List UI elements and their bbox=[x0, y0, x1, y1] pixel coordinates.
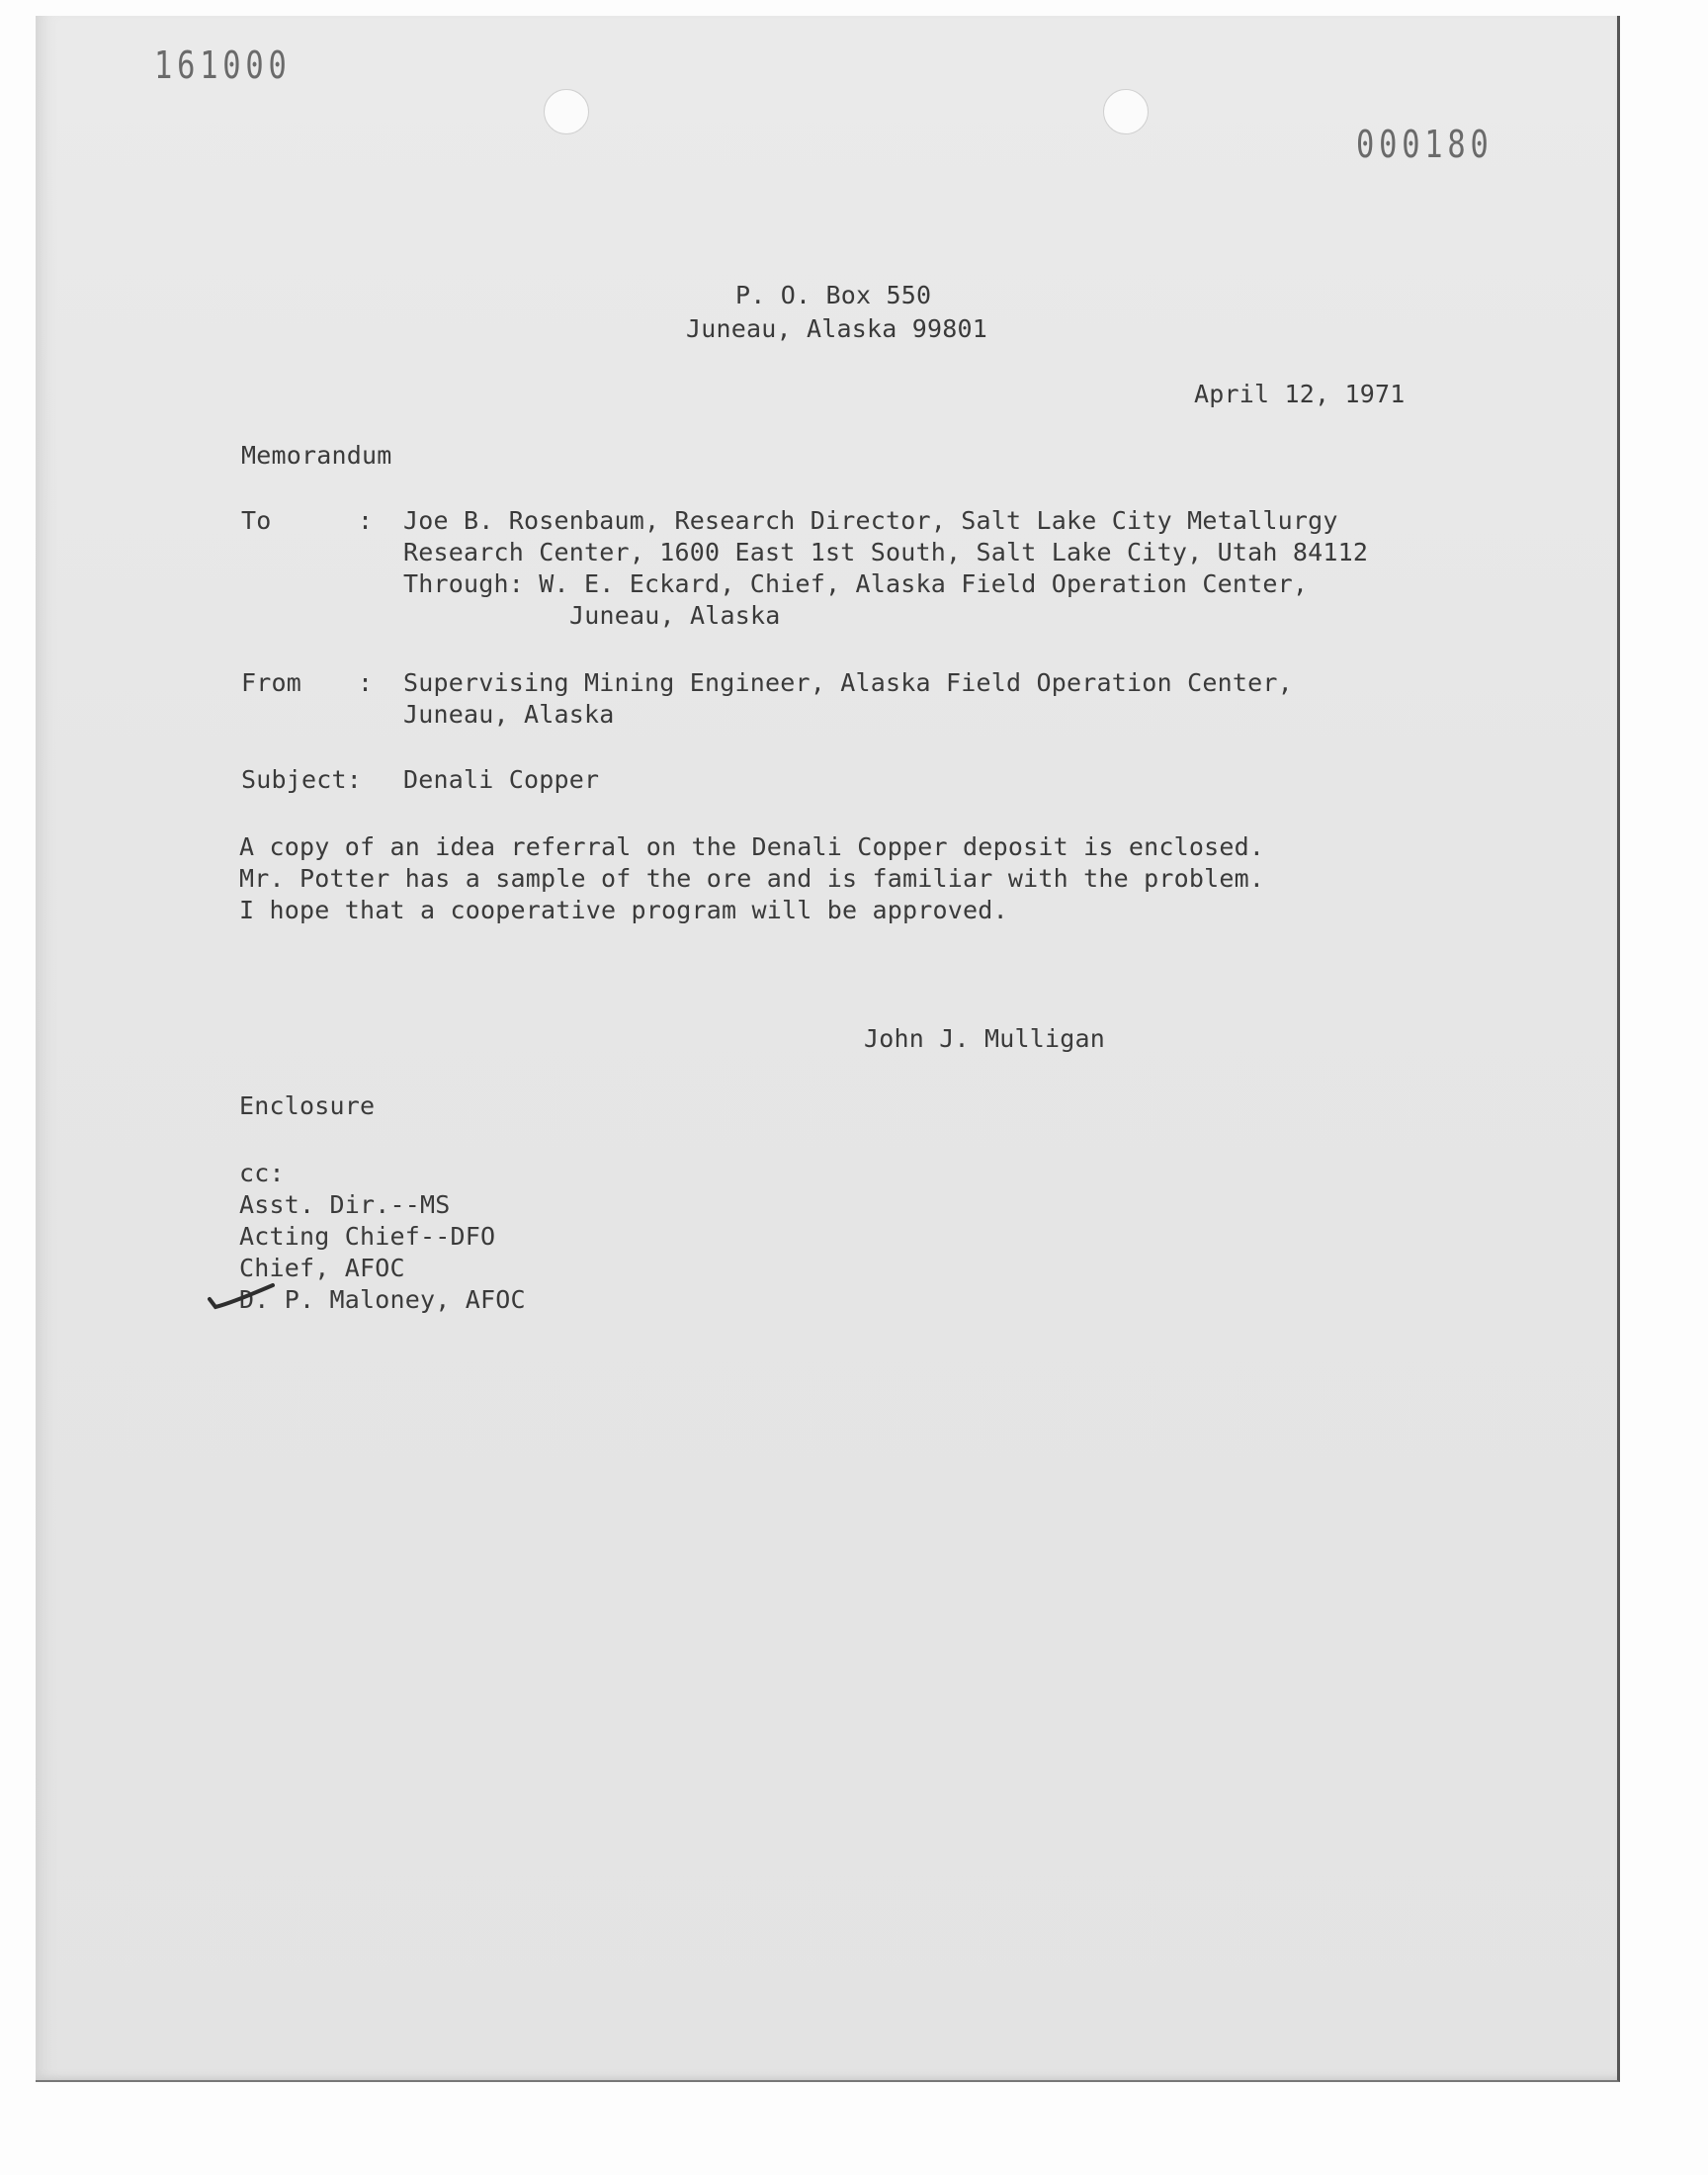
check-mark-icon bbox=[202, 1277, 281, 1317]
body-line-2: Mr. Potter has a sample of the ore and is familiar with the problem. bbox=[239, 864, 1265, 893]
document-number-stamp-right: 000180 bbox=[1356, 123, 1494, 166]
from-line-2: Juneau, Alaska bbox=[403, 700, 615, 729]
address-line-2: Juneau, Alaska 99801 bbox=[686, 314, 988, 343]
subject-value: Denali Copper bbox=[403, 765, 600, 794]
to-colon: : bbox=[358, 506, 374, 535]
enclosure-label: Enclosure bbox=[239, 1091, 376, 1120]
to-line-1: Joe B. Rosenbaum, Research Director, Salt Lake City Metallurgy bbox=[403, 506, 1338, 535]
cc-recipient: D. P. Maloney, AFOC bbox=[239, 1285, 526, 1314]
to-line-2: Research Center, 1600 East 1st South, Salt Lake City, Utah 84112 bbox=[403, 538, 1369, 566]
cc-recipient: Asst. Dir.--MS bbox=[239, 1190, 451, 1219]
from-colon: : bbox=[358, 668, 374, 697]
cc-recipient: Chief, AFOC bbox=[239, 1254, 405, 1282]
body-line-1: A copy of an idea referral on the Denali Copper deposit is enclosed. bbox=[239, 832, 1265, 861]
through-line-2: Juneau, Alaska bbox=[569, 601, 781, 630]
to-label: To bbox=[241, 506, 272, 535]
cc-recipient: Acting Chief--DFO bbox=[239, 1222, 496, 1251]
from-line-1: Supervising Mining Engineer, Alaska Field Operation Center, bbox=[403, 668, 1293, 697]
address-line-1: P. O. Box 550 bbox=[735, 281, 932, 309]
punch-hole-left bbox=[544, 89, 589, 134]
memo-type-label: Memorandum bbox=[241, 441, 392, 470]
subject-label: Subject: bbox=[241, 765, 363, 794]
punch-hole-right bbox=[1103, 89, 1149, 134]
through-line: Through: W. E. Eckard, Chief, Alaska Field Operation Center, bbox=[403, 569, 1309, 598]
memo-date: April 12, 1971 bbox=[1194, 380, 1406, 408]
body-line-3: I hope that a cooperative program will be approved. bbox=[239, 896, 1008, 924]
memo-page bbox=[36, 16, 1620, 2082]
from-label: From bbox=[241, 668, 302, 697]
document-number-stamp-left: 161000 bbox=[154, 44, 292, 87]
cc-label: cc: bbox=[239, 1159, 285, 1187]
signature-name: John J. Mulligan bbox=[864, 1024, 1106, 1053]
